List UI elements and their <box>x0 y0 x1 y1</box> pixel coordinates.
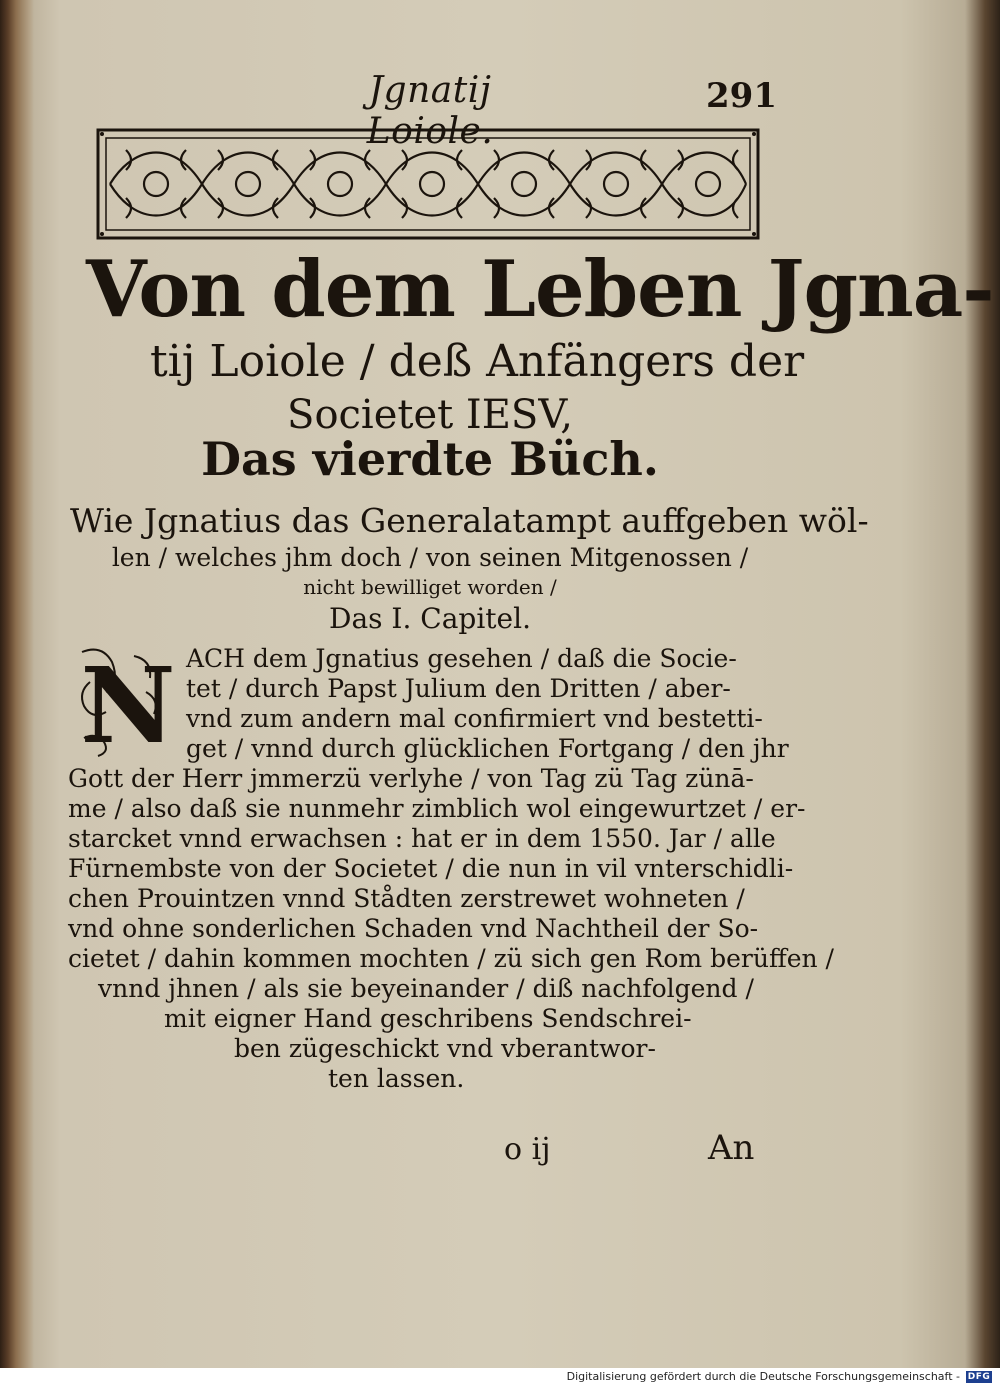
summary-line: len / welches jhm doch / von seinen Mitgenossen / <box>111 543 749 572</box>
body-line: vnd zum andern mal confirmiert vnd bestetti- <box>186 704 763 733</box>
book-spine-edge <box>0 0 34 1368</box>
body-line: cietet / dahin kommen mochten / zü sich gen Rom berüffen / <box>68 944 834 973</box>
title-line-3: Societet IESV, <box>287 392 573 438</box>
decorated-initial-n-icon <box>74 642 184 758</box>
body-line: Gott der Herr jmmerzü verlyhe / von Tag zü Tag zünā- <box>68 764 754 793</box>
chapter-summary <box>70 500 869 600</box>
signature-mark: o ij <box>504 1132 551 1167</box>
page-number: 291 <box>706 76 777 116</box>
dfg-logo-icon: DFG <box>967 1372 991 1382</box>
title-line-2: tij Loiole / deß Anfängers der <box>150 336 805 387</box>
summary-line: nicht bewilliget worden / <box>303 575 557 599</box>
body-line: ACH dem Jgnatius gesehen / daß die Socie- <box>186 644 737 673</box>
body-line: tet / durch Papst Julium den Dritten / aber- <box>186 674 731 703</box>
initial-letter: N <box>80 644 176 758</box>
body-line: vnnd jhnen / als sie beyeinander / diß nachfolgend / <box>98 974 754 1003</box>
body-line: me / also daß sie nunmehr zimblich wol eingewurtzet / er- <box>68 794 806 823</box>
catchword: An <box>708 1128 755 1168</box>
body-line: chen Prouintzen vnnd Stådten zerstrewet wohneten / <box>68 884 745 913</box>
book-heading: Das vierdte Büch. <box>201 432 659 486</box>
title-line-1: Von dem Leben Jgna- <box>86 244 994 335</box>
body-line: vnd ohne sonderlichen Schaden vnd Nachtheil der So- <box>68 914 759 943</box>
body-line: ten lassen. <box>328 1064 465 1093</box>
ornamental-headpiece-icon <box>96 128 760 240</box>
body-line: Fürnembste von der Societet / die nun in vil vnterschidli- <box>68 854 794 883</box>
summary-line: Wie Jgnatius das Generalatampt auffgeben wöl- <box>70 501 869 540</box>
body-line: get / vnnd durch glücklichen Fortgang / den jhr <box>186 734 789 763</box>
body-line: mit eigner Hand geschribens Sendschrei- <box>164 1004 692 1033</box>
body-line: ben zügeschickt vnd vberantwor- <box>234 1034 656 1063</box>
funding-notice: Digitalisierung gefördert durch die Deutsche Forschungsgemeinschaft - <box>566 1370 960 1383</box>
running-head: Jgnatij Loiole. <box>366 70 494 152</box>
chapter-heading: Das I. Capitel. <box>329 602 531 635</box>
body-line: starcket vnnd erwachsen : hat er in dem 1550. Jar / alle <box>68 824 776 853</box>
